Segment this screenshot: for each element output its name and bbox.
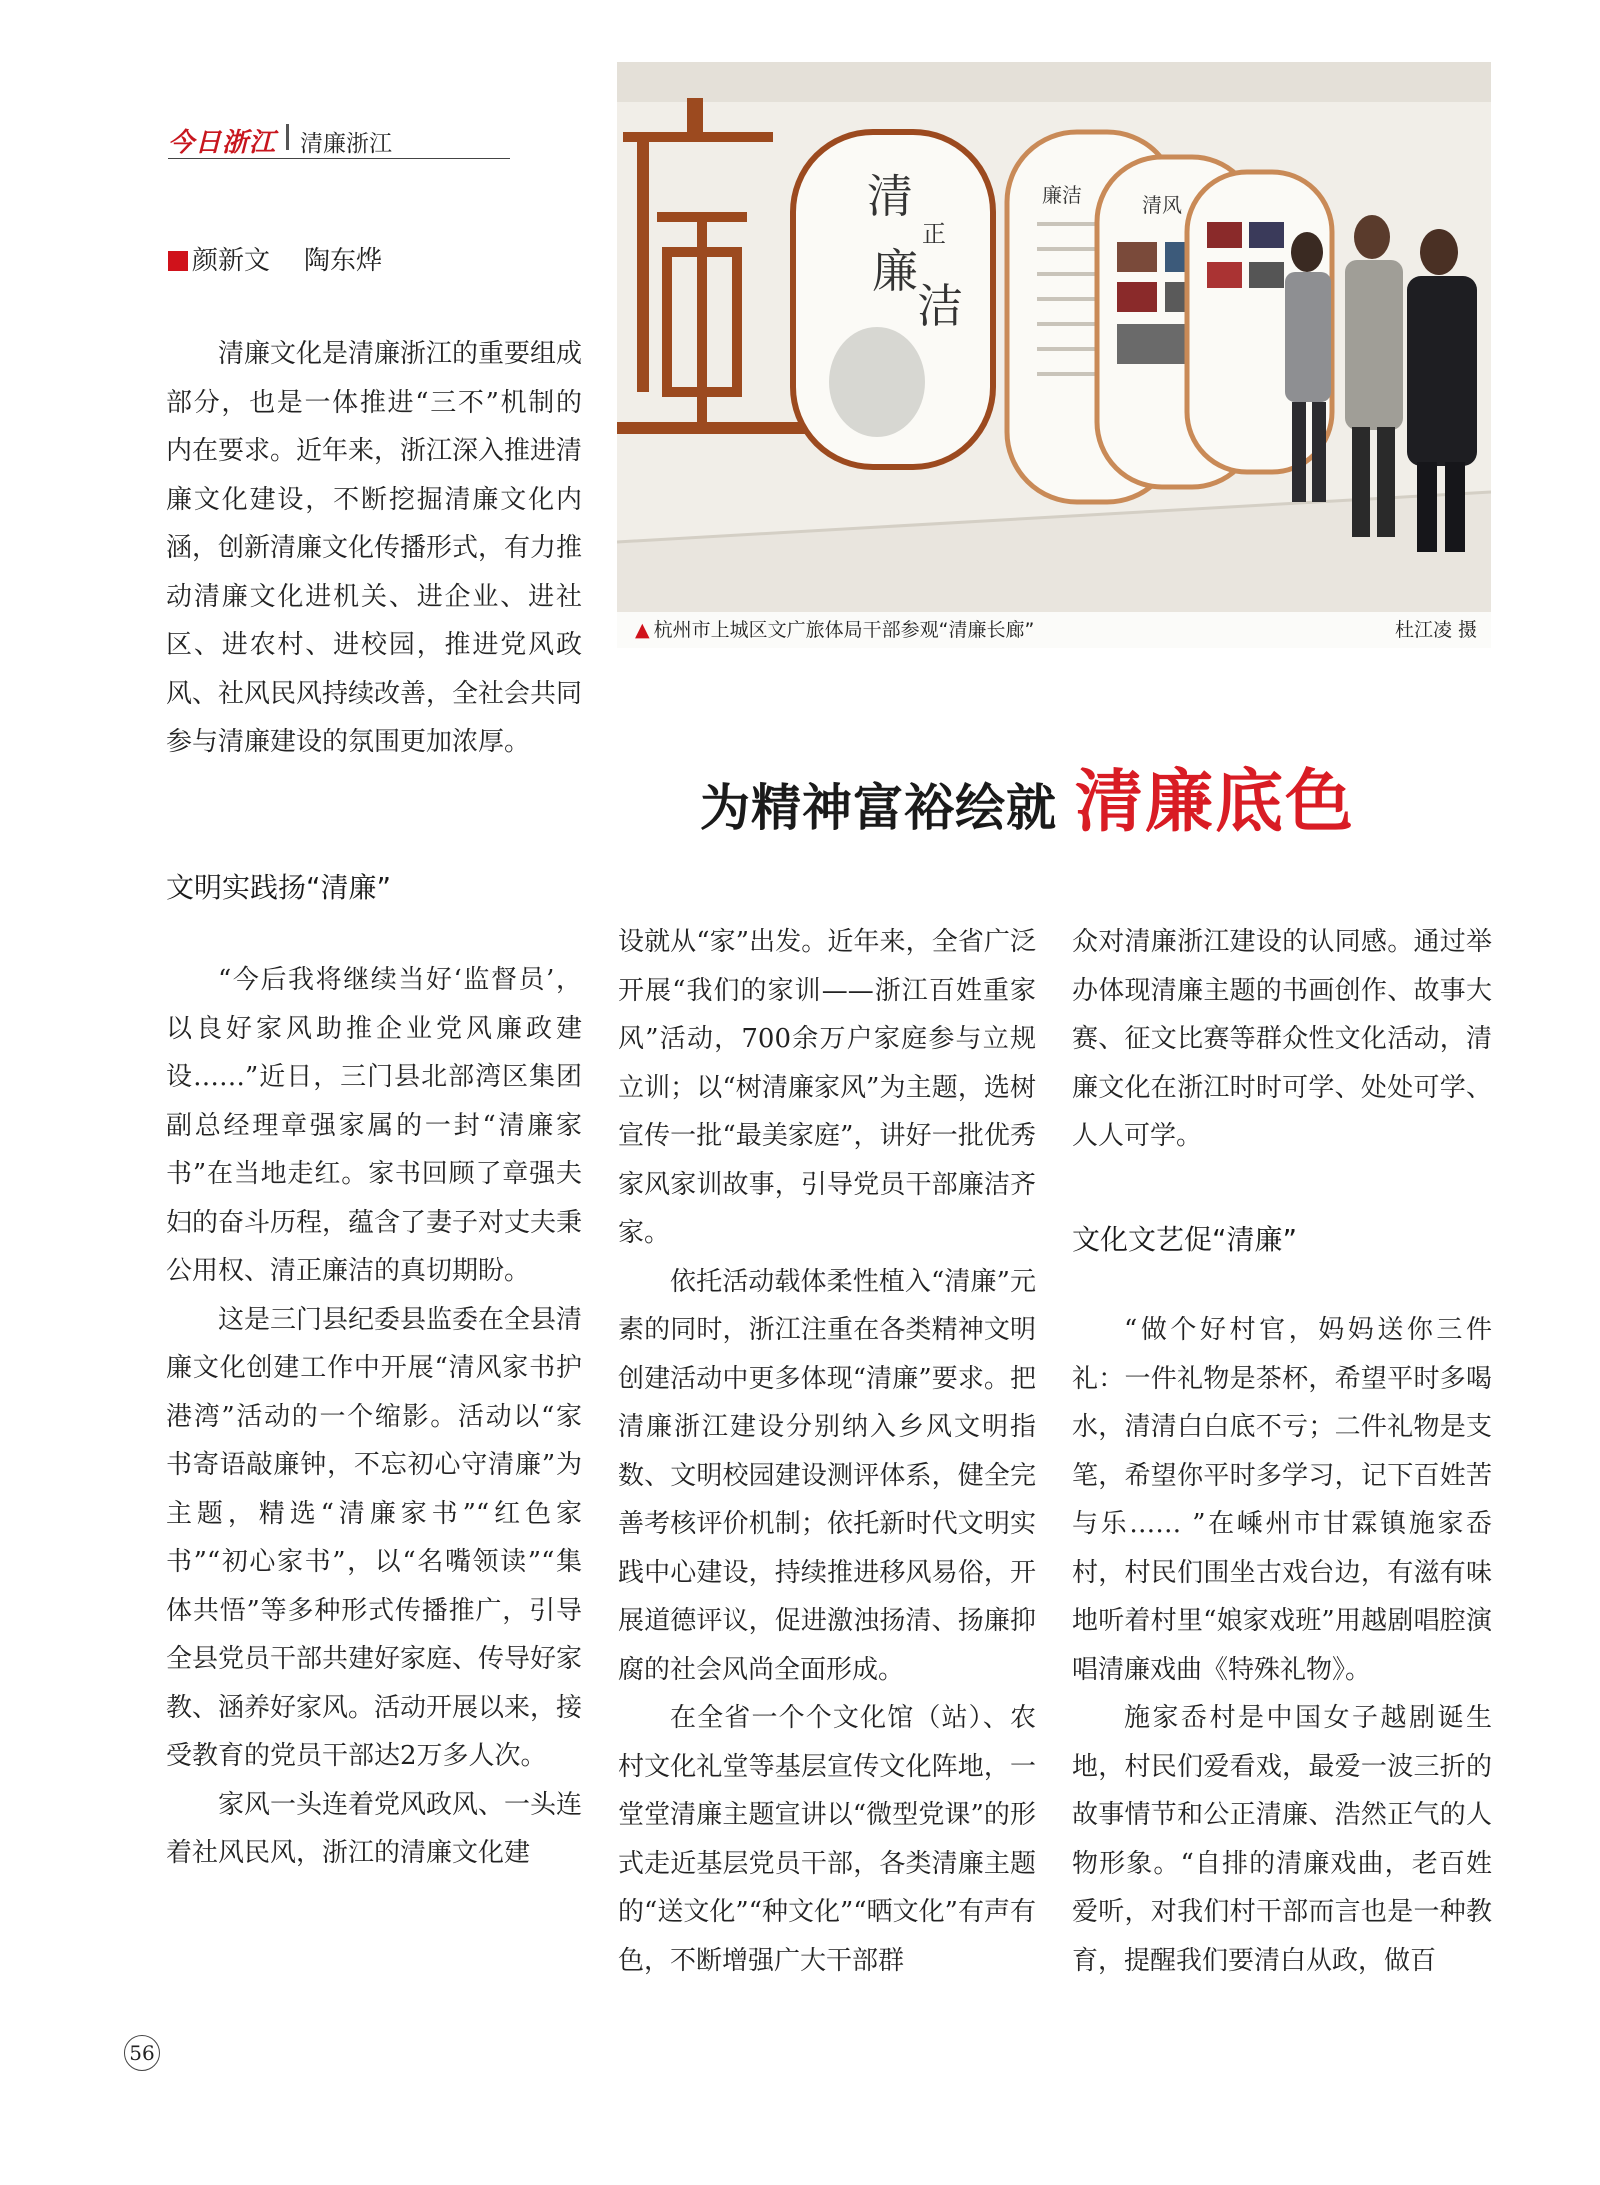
paragraph: 众对清廉浙江建设的认同感。通过举办体现清廉主题的书画创作、故事大赛、征文比赛等群众性文化活动，清廉文化在浙江时时可学、处处可学、人人可学。: [1072, 927, 1492, 1151]
byline: [168, 240, 382, 277]
photo-illustration: [617, 62, 1491, 648]
photo-credit: 杜江凌 摄: [1394, 619, 1477, 641]
section-name: 清廉浙江: [300, 131, 392, 157]
masthead-divider: [286, 124, 289, 150]
wall-title-char: 洁: [917, 279, 963, 333]
intro-block: [166, 330, 582, 767]
author-name: 陶东烨: [304, 246, 383, 276]
paragraph: “做个好村官，妈妈送你三件礼：一件礼物是茶杯，希望平时多喝水，清清白白底不亏；二件礼物是支笔，希望你平时多学习，记下百姓苦与乐…… ”在嵊州市甘霖镇施家岙村，村民们围坐古戏台边，有滋有味地听着村里“娘家戏班”用越剧唱腔演唱清廉戏曲《特殊礼物》。: [1072, 1315, 1492, 1685]
article-headline: [700, 748, 1355, 845]
paragraph: 施家岙村是中国女子越剧诞生地，村民们爱看戏，最爱一波三折的故事情节和公正清廉、浩然正气的人物形象。“自排的清廉戏曲，老百姓爱听，对我们村干部而言也是一种教育，提醒我们要清白从政，做百: [1072, 1703, 1492, 1976]
wall-panel-title: 清风: [1142, 193, 1182, 217]
caption-text: 杭州市上城区文广旅体局干部参观“清廉长廊”: [653, 619, 1035, 641]
caption-triangle-icon: ▲: [635, 619, 650, 641]
masthead: [168, 120, 510, 159]
column-3: [1072, 1306, 1492, 1985]
feature-photo: [617, 62, 1491, 648]
column-1: [166, 956, 582, 1878]
wall-title-char: 清: [867, 169, 913, 223]
wall-title-char: 正: [922, 220, 946, 248]
wall-panel-title: 廉洁: [1042, 183, 1082, 207]
paragraph: 依托活动载体柔性植入“清廉”元素的同时，浙江注重在各类精神文明创建活动中更多体现“清廉”要求。把清廉浙江建设分别纳入乡风文明指数、文明校园建设测评体系，健全完善考核评价机制；依托新时代文明实践中心建设，持续推进移风易俗，开展道德评议，促进激浊扬清、扬廉抑腐的社会风尚全面形成。: [618, 1266, 1036, 1685]
section2-heading: 文化文艺促“清廉”: [1072, 1223, 1298, 1256]
column-2: [618, 918, 1036, 1985]
paragraph: 家风一头连着党风政风、一头连着社风民风，浙江的清廉文化建: [166, 1789, 583, 1868]
column-3-top: [1072, 918, 1492, 1161]
headline-part2: 清廉底色: [1075, 763, 1356, 842]
paragraph: 在全省一个个文化馆（站）、农村文化礼堂等基层宣传文化阵地，一堂堂清廉主题宣讲以“微型党课”的形式走近基层党员干部，各类清廉主题的“送文化”“种文化”“晒文化”有声有色，不断增强广大干部群: [618, 1703, 1036, 1976]
wall-title-char: 廉: [872, 244, 918, 298]
page-number: 56: [124, 2035, 160, 2071]
publication-logo: 今日浙江: [168, 128, 277, 158]
photo-caption: [617, 612, 1491, 648]
paragraph: 这是三门县纪委县监委在全县清廉文化创建工作中开展“清风家书护港湾”活动的一个缩影。活动以“家书寄语敲廉钟，不忘初心守清廉”为主题，精选“清廉家书”“红色家书”“初心家书”，以“名嘴领读”“集体共悟”等多种形式传播推广，引导全县党员干部共建好家庭、传导好家教、涵养好家风。活动开展以来，接受教育的党员干部达2万多人次。: [166, 1304, 583, 1771]
section1-heading: 文明实践扬“清廉”: [166, 871, 392, 904]
author-name: 颜新文: [192, 246, 271, 276]
paragraph: “今后我将继续当好‘监督员’，以良好家风助推企业党风廉政建设……”近日，三门县北部湾区集团副总经理章强家属的一封“清廉家书”在当地走红。家书回顾了章强夫妇的奋斗历程，蕴含了妻子对丈夫秉公用权、清正廉洁的真切期盼。: [166, 965, 583, 1286]
paragraph: 设就从“家”出发。近年来，全省广泛开展“我们的家训——浙江百姓重家风”活动，700余万户家庭参与立规立训；以“树清廉家风”为主题，选树宣传一批“最美家庭”，讲好一批优秀家风家训故事，引导党员干部廉洁齐家。: [618, 927, 1036, 1248]
intro-paragraph: 清廉文化是清廉浙江的重要组成部分，也是一体推进“三不”机制的内在要求。近年来，浙江深入推进清廉文化建设，不断挖掘清廉文化内涵，创新清廉文化传播形式，有力推动清廉文化进机关、进企业、进社区、进农村、进校园，推进党风政风、社风民风持续改善，全社会共同参与清廉建设的氛围更加浓厚。: [166, 339, 583, 757]
headline-part1: 为精神富裕绘就: [700, 778, 1057, 837]
byline-marker-icon: [168, 251, 188, 271]
